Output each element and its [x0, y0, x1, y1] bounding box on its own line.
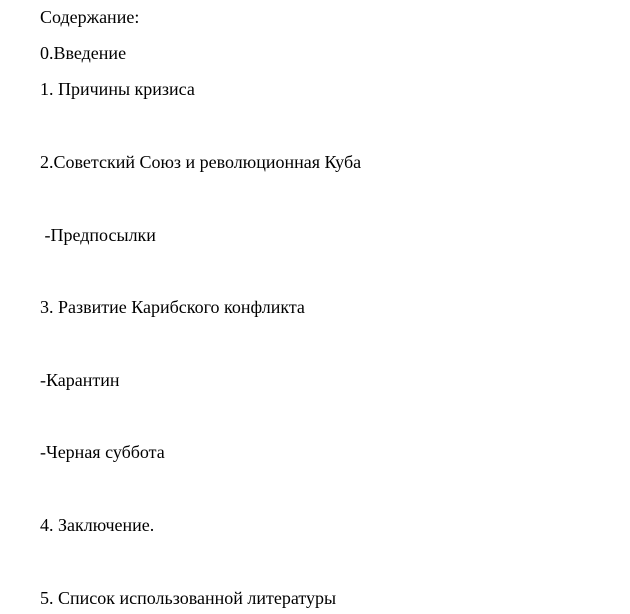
- toc-item-caribbean-conflict: 3. Развитие Карибского конфликта: [40, 297, 305, 317]
- toc-item-references: 5. Список использованной литературы: [40, 588, 337, 608]
- toc-item-causes: 1. Причины кризиса: [40, 79, 195, 99]
- contents-heading: Содержание:: [40, 7, 140, 27]
- toc-item-soviet-union-cuba: 2.Советский Союз и революционная Куба: [40, 152, 362, 172]
- toc-item-introduction: 0.Введение: [40, 43, 127, 63]
- toc-subitem-quarantine: -Карантин: [40, 370, 120, 390]
- toc-subitem-black-saturday: -Черная суббота: [40, 442, 165, 462]
- toc-subitem-prerequisites: -Предпосылки: [40, 225, 156, 245]
- toc-item-conclusion: 4. Заключение.: [40, 515, 155, 535]
